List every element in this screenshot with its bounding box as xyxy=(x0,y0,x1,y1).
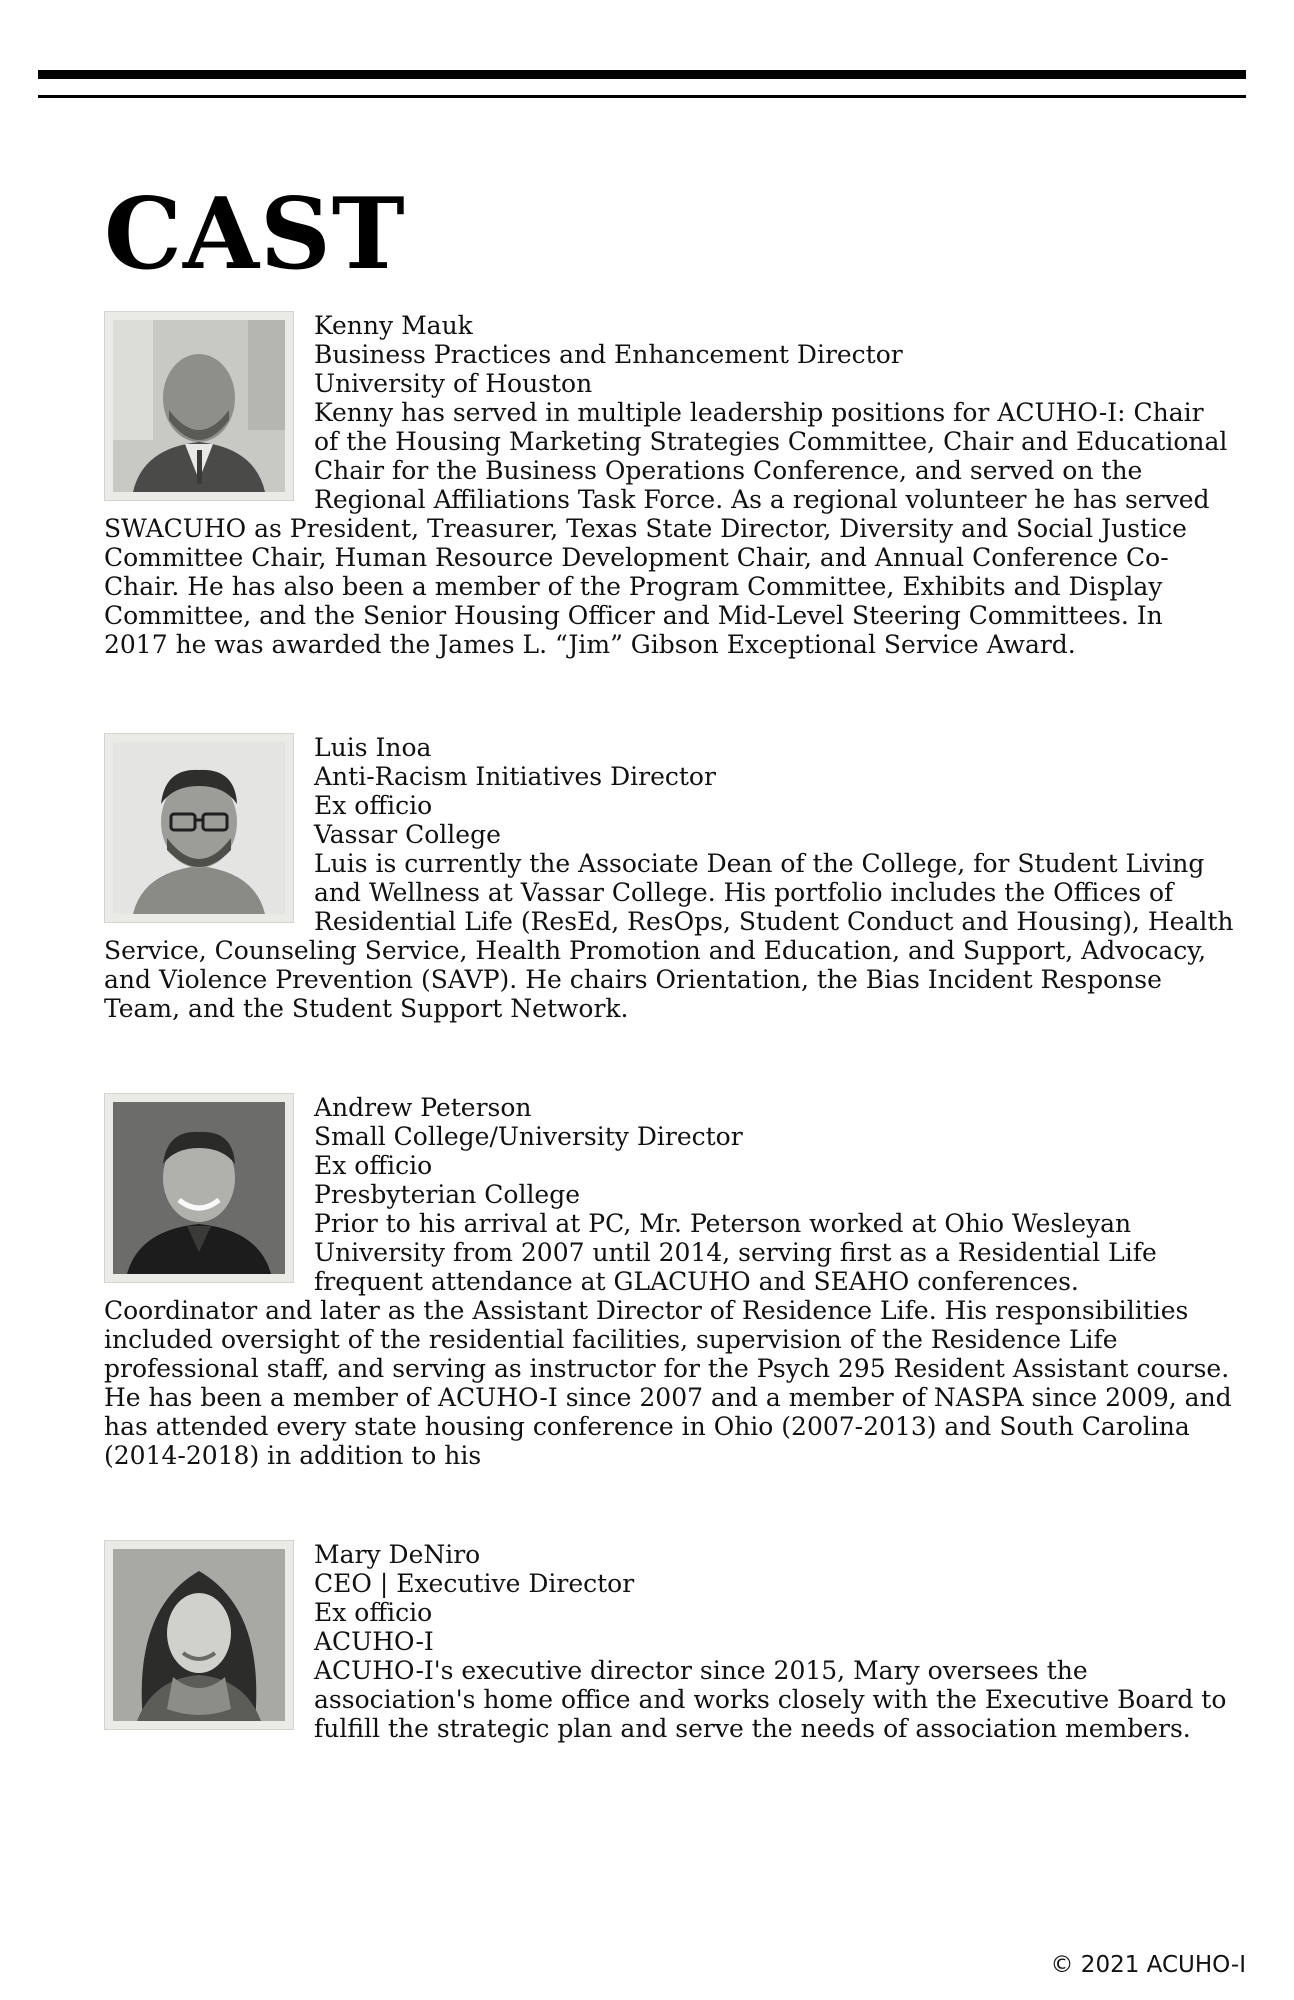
portrait-man-bald-suit-icon xyxy=(113,320,285,492)
header-rule-thin xyxy=(38,95,1246,98)
cast-member-luis-inoa xyxy=(104,733,1234,1023)
cast-member-kenny-mauk xyxy=(104,311,1234,659)
portrait-man-glasses-icon xyxy=(113,742,285,914)
member-bio: Luis is currently the Associate Dean of the College, for Student Living and Wellness at Vassar College. His portfolio includes the Offices of Residential Life (ResEd, ResOps, Student Conduct and Housing), Health Service, Counseling Service, Health Promotion and Education, and Support, Advocacy, and Violence Prevention (SAVP). He chairs Orientation, the Bias Incident Response Team, and the Student Support Network. xyxy=(104,849,1234,1023)
headshot-photo xyxy=(104,1540,294,1730)
cast-member-mary-deniro xyxy=(104,1540,1234,1743)
member-name: Andrew Peterson xyxy=(314,1093,532,1122)
page-title: CAST xyxy=(104,177,406,292)
member-role: Small College/University Director xyxy=(314,1122,743,1151)
member-name: Luis Inoa xyxy=(314,733,432,762)
member-name: Kenny Mauk xyxy=(314,311,473,340)
portrait-man-dark-jacket-icon xyxy=(113,1102,285,1274)
member-organization: University of Houston xyxy=(314,369,593,398)
member-bio: Prior to his arrival at PC, Mr. Peterson worked at Ohio Wesleyan University from 2007 until 2014, serving first as a Residential Life frequent attendance at GLACUHO and SEAHO conferences. Coordinator and later as the Assistant Director of Residence Life. His responsibilities included oversight of the residential facilities, supervision of the Residence Life professional staff, and serving as instructor for the Psych 295 Resident Assistant course. He has been a member of ACUHO-I since 2007 and a member of NASPA since 2009, and has attended every state housing conference in Ohio (2007-2013) and South Carolina (2014-2018) in addition to his xyxy=(104,1209,1232,1470)
member-role: Business Practices and Enhancement Director xyxy=(314,340,903,369)
copyright-footer: © 2021 ACUHO-I xyxy=(1050,1952,1246,1978)
member-role: CEO | Executive Director xyxy=(314,1569,635,1598)
headshot-photo xyxy=(104,1093,294,1283)
member-organization: ACUHO-I xyxy=(314,1627,434,1656)
member-organization: Presbyterian College xyxy=(314,1180,581,1209)
portrait-woman-scarf-icon xyxy=(113,1549,285,1721)
header-rule-thick xyxy=(38,70,1246,79)
member-status: Ex officio xyxy=(314,791,433,820)
member-status: Ex officio xyxy=(314,1151,433,1180)
member-status: Ex officio xyxy=(314,1598,433,1627)
member-bio: Kenny has served in multiple leadership positions for ACUHO-I: Chair of the Housing Marketing Strategies Committee, Chair and Educational Chair for the Business Operations Conference, and served on the Regional Affiliations Task Force. As a regional volunteer he has served SWACUHO as President, Treasurer, Texas State Director, Diversity and Social Justice Committee Chair, Human Resource Development Chair, and Annual Conference Co-Chair. He has also been a member of the Program Committee, Exhibits and Display Committee, and the Senior Housing Officer and Mid-Level Steering Committees. In 2017 he was awarded the James L. “Jim” Gibson Exceptional Service Award. xyxy=(104,398,1228,659)
headshot-photo xyxy=(104,733,294,923)
member-bio: ACUHO-I's executive director since 2015, Mary oversees the association's home office and works closely with the Executive Board to fulfill the strategic plan and serve the needs of association members. xyxy=(314,1656,1227,1743)
member-name: Mary DeNiro xyxy=(314,1540,481,1569)
cast-member-andrew-peterson xyxy=(104,1093,1234,1470)
headshot-photo xyxy=(104,311,294,501)
member-role: Anti-Racism Initiatives Director xyxy=(314,762,716,791)
member-organization: Vassar College xyxy=(314,820,501,849)
